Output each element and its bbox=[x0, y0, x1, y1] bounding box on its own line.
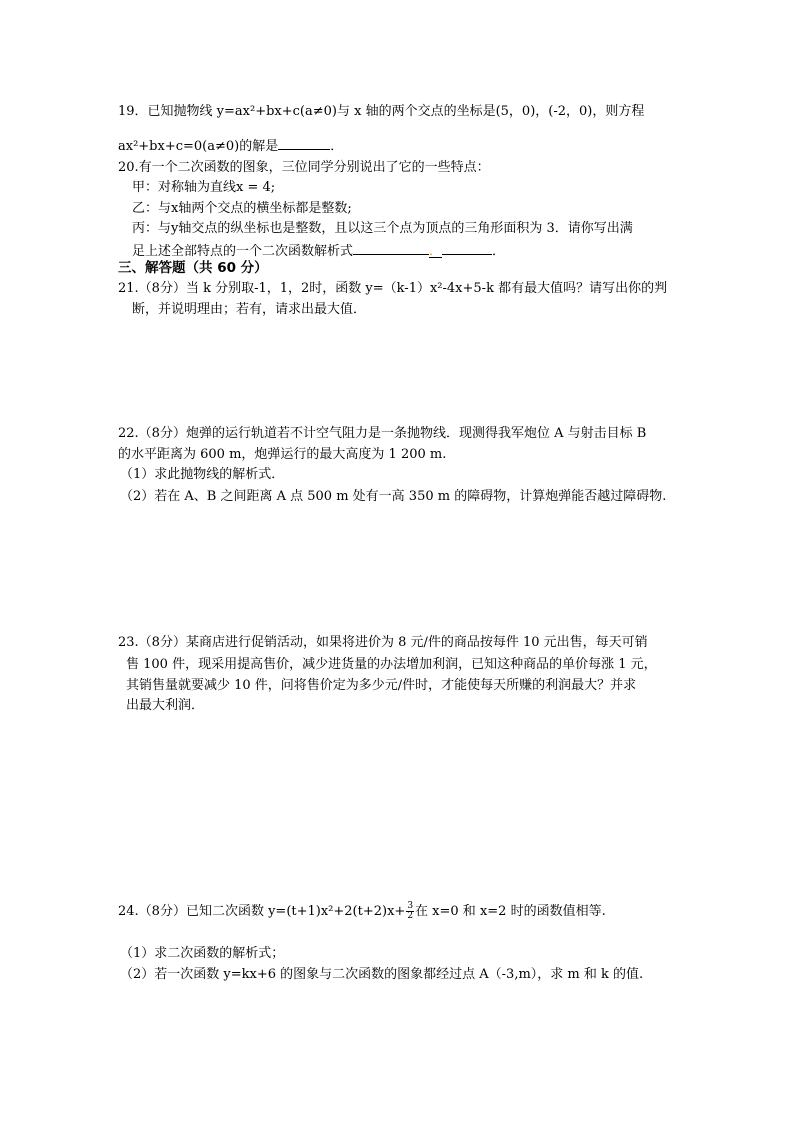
q24-line1-suffix: 在 x=0 和 x=2 时的函数值相等. bbox=[415, 904, 606, 919]
q20-jia: 甲：对称轴为直线x = 4; bbox=[132, 180, 276, 195]
q21-line1: 21.（8分）当 k 分别取-1，1，2时，函数 y=（k-1）x²-4x+5-k 都有最大值吗？请写出你的判 bbox=[118, 281, 668, 296]
q20-answer-blank-2 bbox=[442, 240, 492, 255]
q24-fraction-numerator: 3 bbox=[407, 901, 414, 911]
q23-line4: 出最大利润． bbox=[126, 698, 205, 713]
q20-yi: 乙：与x轴两个交点的横坐标都是整数; bbox=[132, 201, 352, 216]
q24-fraction bbox=[406, 902, 414, 921]
q20-last-suffix: ． bbox=[492, 244, 506, 259]
q22-line1: 22.（8分）炮弹的运行轨道若不计空气阻力是一条抛物线．现测得我军炮位 A 与射击目标 B bbox=[118, 426, 647, 441]
q19-line2 bbox=[118, 135, 343, 156]
q24-line1-prefix: 24.（8分）已知二次函数 y=(t+1)x²+2(t+2)x+ bbox=[118, 904, 406, 919]
q20-intro: 20.有一个二次函数的图象，三位同学分别说出了它的一些特点： bbox=[118, 160, 490, 175]
q20-answer-blank-1 bbox=[353, 240, 429, 255]
q19-line1: 19．已知抛物线 y=ax²+bx+c(a≠0)与 x 轴的两个交点的坐标是(5，0)，(-2，0)，则方程 bbox=[118, 104, 645, 119]
q24-part2: （2）若一次函数 y=kx+6 的图象与二次函数的图象都经过点 A（-3,m），求 m 和 k 的值. bbox=[120, 967, 644, 982]
q19-line2-prefix: ax²+bx+c=0(a≠0)的解是 bbox=[118, 139, 279, 154]
q22-part1: （1）求此抛物线的解析式． bbox=[120, 467, 285, 482]
q23-line1: 23.（8分）某商店进行促销活动，如果将进价为 8 元/件的商品按每件 10 元出售，每天可销 bbox=[118, 635, 648, 650]
q21-line2: 断，并说明理由；若有，请求出最大值． bbox=[132, 302, 367, 317]
q20-bing: 丙：与y轴交点的纵坐标也是整数，且以这三个点为顶点的三角形面积为 3．请你写出满 bbox=[132, 221, 633, 236]
section-3-heading: 三、解答题（共 60 分） bbox=[118, 260, 268, 276]
q24-line1 bbox=[118, 902, 606, 921]
q19-line2-suffix: ． bbox=[330, 139, 344, 154]
q20-last bbox=[132, 240, 505, 261]
q22-part2: （2）若在 A、B 之间距离 A 点 500 m 处有一高 350 m 的障碍物，计算炮弹能否越过障碍物. bbox=[120, 489, 667, 504]
q24-part1: （1）求二次函数的解析式； bbox=[120, 946, 285, 961]
q20-dot: ． bbox=[429, 244, 443, 259]
q19-answer-blank bbox=[278, 135, 330, 150]
q22-line2: 的水平距离为 600 m，炮弹运行的最大高度为 1 200 m. bbox=[118, 447, 447, 462]
q23-line3: 其销售量就要减少 10 件，问将售价定为多少元/件时，才能使每天所赚的利润最大？并求 bbox=[126, 678, 637, 693]
q20-last-prefix: 足上述全部特点的一个二次函数解析式 bbox=[132, 244, 354, 259]
q24-fraction-denominator: 2 bbox=[407, 911, 414, 921]
q23-line2: 售 100 件，现采用提高售价，减少进货量的办法增加利润，已知这种商品的单价每涨 1 元， bbox=[126, 657, 657, 672]
